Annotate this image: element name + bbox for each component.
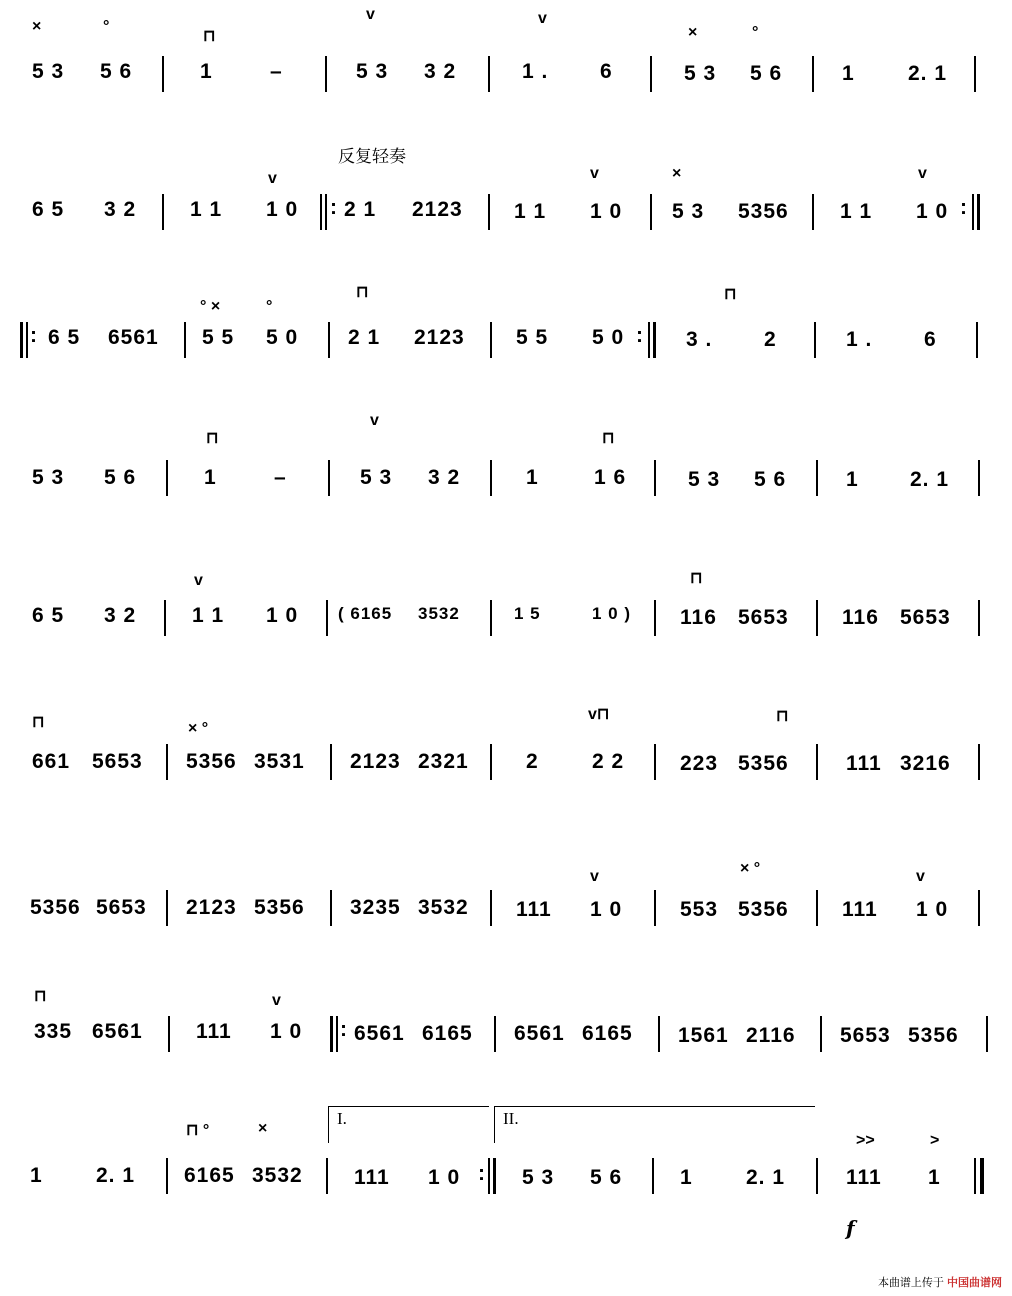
note-group: 1 1	[192, 604, 225, 627]
note-group: 1 5	[514, 604, 541, 623]
note-group: 111	[354, 1166, 390, 1189]
note-group: 3 2	[424, 60, 457, 83]
footer-upload-text: 本曲谱上传于	[877, 1277, 944, 1289]
note-group: 1 0 )	[592, 604, 632, 623]
note-group: 5 3	[688, 468, 721, 491]
note-group: 6561	[108, 326, 159, 349]
note-group: 2116	[746, 1024, 796, 1047]
note-group: 5 0	[592, 326, 625, 349]
note-group: ( 6165	[338, 604, 393, 623]
note-group: 111	[196, 1020, 232, 1043]
note-group: 553	[680, 898, 719, 921]
note-group: 5356	[738, 200, 789, 223]
note-group: 2321	[418, 750, 469, 773]
site-logo[interactable]: 中国曲谱网	[947, 1277, 1002, 1289]
note-group: 5 3	[356, 60, 389, 83]
note-group: 116	[842, 606, 879, 629]
note-group: 3532	[418, 604, 460, 623]
note-group: 661	[32, 750, 71, 773]
note-group: 5356	[30, 896, 81, 919]
note-group: 1 0	[590, 200, 623, 223]
note-group: –	[270, 60, 283, 83]
note-group: 5 5	[202, 326, 235, 349]
note-group: 3531	[254, 750, 305, 773]
note-group: 5653	[738, 606, 789, 629]
note-group: 2123	[350, 750, 401, 773]
note-group: 5653	[96, 896, 147, 919]
note-group: 6165	[582, 1022, 633, 1045]
note-group: 3 2	[104, 198, 137, 221]
note-group: 5356	[254, 896, 305, 919]
volta-second-label: II.	[503, 1109, 519, 1128]
note-group: 1	[928, 1166, 941, 1189]
note-group: 5356	[738, 898, 789, 921]
note-group: 1	[30, 1164, 43, 1187]
note-group: 5 3	[522, 1166, 555, 1189]
note-group: 6	[600, 60, 613, 83]
volta-first-label: I.	[337, 1109, 347, 1128]
note-group: 5 3	[684, 62, 717, 85]
note-group: 5356	[186, 750, 237, 773]
note-group: 1 0	[916, 898, 949, 921]
note-group: 1 1	[514, 200, 547, 223]
note-group: 5 6	[100, 60, 133, 83]
note-group: 5 3	[32, 466, 65, 489]
note-group: 6561	[514, 1022, 565, 1045]
note-group: 1 0	[266, 604, 299, 627]
note-group: 6165	[184, 1164, 235, 1187]
note-group: 3532	[252, 1164, 303, 1187]
note-group: 2123	[412, 198, 463, 221]
note-group: 1 0	[428, 1166, 461, 1189]
note-group: 1	[200, 60, 213, 83]
note-group: 2. 1	[910, 468, 950, 491]
note-group: 111	[516, 898, 552, 921]
note-group: 2. 1	[746, 1166, 786, 1189]
note-group: 6561	[354, 1022, 405, 1045]
note-group: 2. 1	[96, 1164, 136, 1187]
note-group: 1 0	[270, 1020, 303, 1043]
note-group: 3235	[350, 896, 401, 919]
dynamic-marking: f	[846, 1216, 855, 1240]
note-group: 1	[526, 466, 539, 489]
note-group: 5 6	[104, 466, 137, 489]
note-group: 5653	[92, 750, 143, 773]
note-group: 2	[764, 328, 777, 351]
note-group: 2 2	[592, 750, 625, 773]
note-group: 1	[842, 62, 855, 85]
note-group: 5 5	[516, 326, 549, 349]
note-group: 5356	[738, 752, 789, 775]
note-group: –	[274, 466, 287, 489]
note-group: 2123	[414, 326, 465, 349]
note-group: 5 6	[754, 468, 787, 491]
note-group: 1561	[678, 1024, 729, 1047]
note-group: 2 1	[348, 326, 381, 349]
note-group: 1 .	[846, 328, 873, 351]
note-group: 335	[34, 1020, 73, 1043]
note-group: 2 1	[344, 198, 377, 221]
note-group: 5 3	[32, 60, 65, 83]
note-group: 5 6	[750, 62, 783, 85]
note-group: 3 2	[428, 466, 461, 489]
note-group: 111	[846, 1166, 882, 1189]
note-group: 1	[846, 468, 859, 491]
note-group: 6561	[92, 1020, 143, 1043]
volta-second-ending	[494, 1106, 815, 1143]
note-group: 111	[842, 898, 878, 921]
note-group: 3532	[418, 896, 469, 919]
note-group: 2	[526, 750, 539, 773]
note-group: 3216	[900, 752, 951, 775]
note-group: 3 .	[686, 328, 713, 351]
note-group: 1 0	[916, 200, 949, 223]
note-group: 5 3	[672, 200, 705, 223]
note-group: 6165	[422, 1022, 473, 1045]
note-group: 111	[846, 752, 882, 775]
note-group: 1 .	[522, 60, 549, 83]
note-group: 1 6	[594, 466, 627, 489]
note-group: 5653	[900, 606, 951, 629]
note-group: 1 0	[266, 198, 299, 221]
note-group: 2123	[186, 896, 237, 919]
note-group: 5653	[840, 1024, 891, 1047]
note-group: 5 6	[590, 1166, 623, 1189]
note-group: 1 0	[590, 898, 623, 921]
note-group: 1	[204, 466, 217, 489]
footer-credit	[878, 1274, 1002, 1290]
note-group: 5 3	[360, 466, 393, 489]
note-group: 6	[924, 328, 937, 351]
note-group: 1 1	[840, 200, 873, 223]
note-group: 1	[680, 1166, 693, 1189]
note-group: 3 2	[104, 604, 137, 627]
note-group: 6 5	[32, 198, 65, 221]
note-group: 6 5	[32, 604, 65, 627]
note-group: 1 1	[190, 198, 223, 221]
note-group: 6 5	[48, 326, 81, 349]
note-group: 5 0	[266, 326, 299, 349]
note-group: 2. 1	[908, 62, 948, 85]
note-group: 116	[680, 606, 717, 629]
note-group: 5356	[908, 1024, 959, 1047]
performance-instruction: 反复轻奏	[338, 147, 406, 167]
volta-first-ending	[328, 1106, 489, 1143]
note-group: 223	[680, 752, 719, 775]
